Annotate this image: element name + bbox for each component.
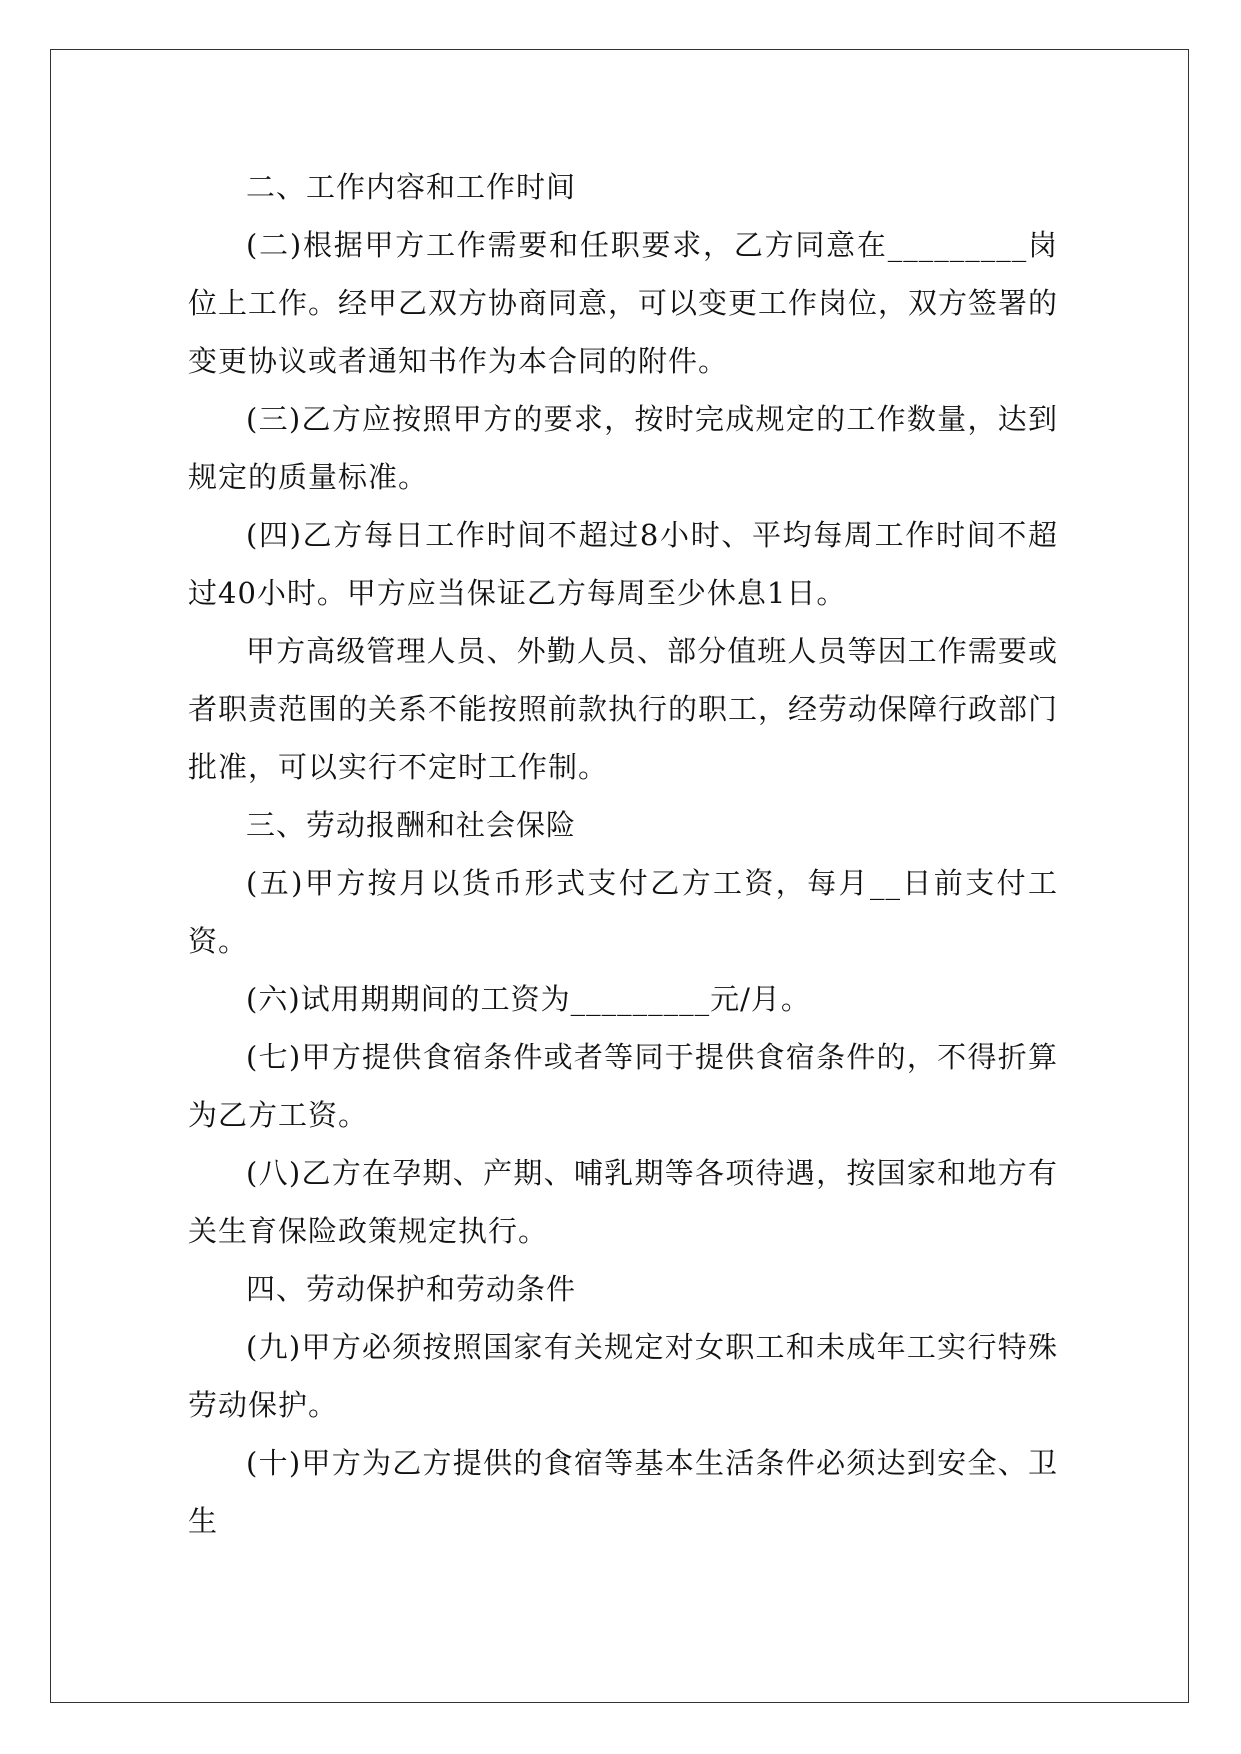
clause-4: (四)乙方每日工作时间不超过8小时、平均每周工作时间不超过40小时。甲方应当保证乙方每周至少休息1日。 (188, 518, 1058, 610)
section-heading-work: 二、工作内容和工作时间 (246, 170, 577, 204)
document-body (188, 158, 1058, 1550)
clause-6: (六)试用期期间的工资为_________元/月。 (246, 982, 811, 1016)
clause-9: (九)甲方必须按照国家有关规定对女职工和未成年工实行特殊劳动保护。 (188, 1330, 1058, 1422)
clause-5: (五)甲方按月以货币形式支付乙方工资，每月__日前支付工资。 (188, 866, 1058, 958)
clause-8: (八)乙方在孕期、产期、哺乳期等各项待遇，按国家和地方有关生育保险政策规定执行。 (188, 1156, 1058, 1248)
clause-7: (七)甲方提供食宿条件或者等同于提供食宿条件的，不得折算为乙方工资。 (188, 1040, 1058, 1132)
clause-4-note: 甲方高级管理人员、外勤人员、部分值班人员等因工作需要或者职责范围的关系不能按照前款执行的职工，经劳动保障行政部门批准，可以实行不定时工作制。 (188, 634, 1059, 784)
clause-10: (十)甲方为乙方提供的食宿等基本生活条件必须达到安全、卫生 (188, 1446, 1058, 1538)
section-heading-protection: 四、劳动保护和劳动条件 (246, 1272, 577, 1306)
section-heading-pay: 三、劳动报酬和社会保险 (246, 808, 577, 842)
clause-2: (二)根据甲方工作需要和任职要求，乙方同意在_________岗位上工作。经甲乙双方协商同意，可以变更工作岗位，双方签署的变更协议或者通知书作为本合同的附件。 (188, 228, 1059, 378)
clause-3: (三)乙方应按照甲方的要求，按时完成规定的工作数量，达到规定的质量标准。 (188, 402, 1058, 494)
